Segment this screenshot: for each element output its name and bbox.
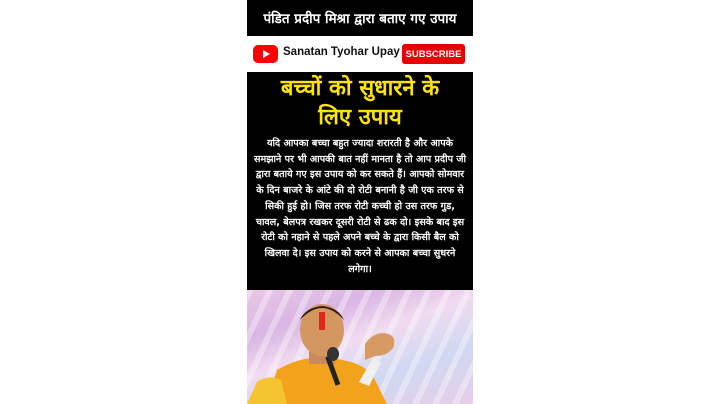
channel-name[interactable]: Sanatan Tyohar Upay: [283, 46, 400, 58]
raised-hand: [365, 333, 394, 360]
left-pillarbox: [0, 0, 247, 404]
right-pillarbox: [473, 0, 720, 404]
short-video-frame[interactable]: [247, 0, 473, 404]
speaker-figure: [247, 290, 473, 404]
post-title-line-2: लिए उपाय: [318, 105, 402, 130]
youtube-play-icon[interactable]: [253, 45, 278, 63]
post-title: [247, 74, 473, 136]
video-header: [247, 0, 473, 36]
post-body: यदि आपका बच्चा बहुत ज्यादा शरारती है और आपके समझाने पर भी आपकी बात नहीं मानता है तो आप प्रदीप जी द्वारा बताये गए इस उपाय को कर सकते हैं। आपको सोमवार के दिन बाजरे के आंटे की दो रोटी बनानी है जी एक तरफ से सिकी हुई हो। जिस तरफ रोटी कच्ची हो उस तरफ गुड, चावल, बेलपत्र रखकर दूसरी रोटी से ढक दो। इसके बाद इस रोटी को नहाने से पहले अपने बच्चे के द्वारा किसी बैल को खिलवा दे। इस उपाय को करने से आपका बच्चा सुधरने लगेगा।: [254, 138, 466, 275]
subscribe-button[interactable]: SUBSCRIBE: [402, 44, 465, 64]
post-title-line-1: बच्चों को सुधारने के: [280, 76, 440, 101]
channel-bar: [247, 36, 473, 72]
garland: [247, 377, 287, 404]
tilak: [319, 312, 325, 330]
microphone-icon: [327, 347, 339, 361]
speaker-photo: [247, 290, 473, 404]
header-title: पंडित प्रदीप मिश्रा द्वारा बताए गए उपाय: [263, 11, 457, 27]
